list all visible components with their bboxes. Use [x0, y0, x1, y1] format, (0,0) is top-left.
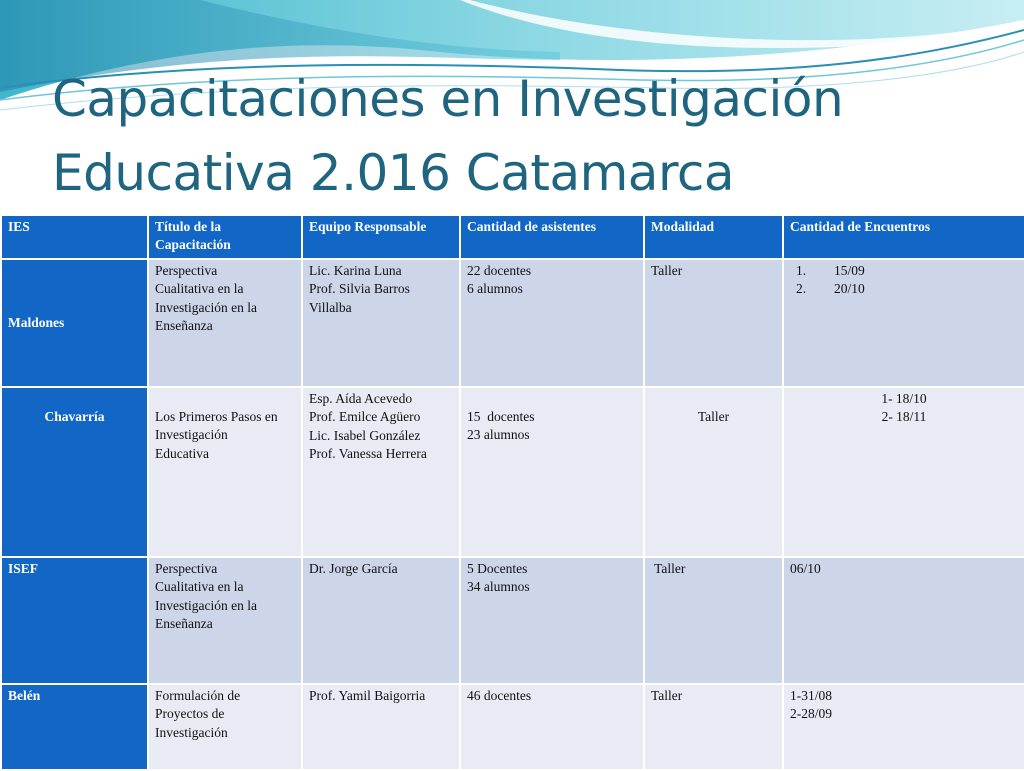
cell-modalidad: Taller — [644, 557, 783, 684]
cell-line: Lic. Isabel González — [309, 427, 421, 443]
cell-equipo — [302, 259, 460, 387]
list-item: 1- 18/10 — [881, 391, 927, 406]
header-titulo-line: Título de la — [155, 219, 222, 234]
cell-line: Proyectos de — [155, 706, 225, 722]
cell-line: Dr. Jorge García — [309, 561, 398, 576]
table-row — [1, 684, 1024, 770]
cell-titulo — [148, 387, 302, 557]
cell-line: Investigación en la — [155, 299, 257, 315]
cell-line: Formulación de — [155, 688, 241, 703]
table-row — [1, 557, 1024, 684]
cell-line: Perspectiva — [155, 561, 218, 576]
cell-line: Prof. Silvia Barros — [309, 281, 410, 297]
table-row — [1, 259, 1024, 387]
cell-line: Prof. Yamil Baigorria — [309, 688, 426, 703]
cell-line: 6 alumnos — [467, 281, 523, 297]
list-item: 1-31/08 — [790, 688, 832, 703]
list-item: 06/10 — [790, 561, 821, 576]
cell-line: Villalba — [309, 299, 352, 315]
cell-ies: ISEF — [1, 557, 148, 684]
header-encuentros: Cantidad de Encuentros — [783, 215, 1024, 259]
list-item: 1. 15/09 — [796, 263, 865, 278]
cell-titulo — [148, 557, 302, 684]
cell-modalidad: Taller — [644, 387, 783, 557]
cell-line: 22 docentes — [467, 263, 532, 278]
cell-modalidad: Taller — [644, 259, 783, 387]
page-title — [52, 62, 1012, 210]
header-cantidad: Cantidad de asistentes — [460, 215, 644, 259]
cell-encuentros — [783, 259, 1024, 387]
header-ies: IES — [1, 215, 148, 259]
title-line-2: Educativa 2.016 Catamarca — [52, 144, 735, 202]
title-line-1: Capacitaciones en Investigación — [52, 70, 844, 128]
cell-line: Esp. Aída Acevedo — [309, 391, 413, 406]
cell-line: Perspectiva — [155, 263, 218, 278]
list-item: 2-28/09 — [790, 706, 832, 722]
cell-cantidad — [460, 387, 644, 557]
header-equipo: Equipo Responsable — [302, 215, 460, 259]
cell-titulo — [148, 684, 302, 770]
cell-line: Prof. Vanessa Herrera — [309, 446, 427, 462]
cell-titulo — [148, 259, 302, 387]
cell-line: Lic. Karina Luna — [309, 263, 402, 278]
cell-line: Cualitativa en la — [155, 281, 244, 297]
cell-line: 23 alumnos — [467, 427, 530, 443]
cell-line: Los Primeros Pasos en — [155, 409, 278, 424]
cell-ies: Belén — [1, 684, 148, 770]
cell-line: Investigación en la — [155, 597, 257, 613]
cell-cantidad — [460, 259, 644, 387]
cell-line: Enseñanza — [155, 318, 213, 334]
cell-line: 15 docentes — [467, 409, 535, 424]
cell-modalidad: Taller — [644, 684, 783, 770]
header-titulo-line: Capacitación — [155, 237, 231, 253]
cell-equipo — [302, 557, 460, 684]
cell-equipo — [302, 684, 460, 770]
cell-line: Investigación — [155, 724, 228, 740]
cell-equipo — [302, 387, 460, 557]
cell-line: 5 Docentes — [467, 561, 528, 576]
header-titulo — [148, 215, 302, 259]
header-modalidad: Modalidad — [644, 215, 783, 259]
cell-line: Cualitativa en la — [155, 579, 244, 595]
cell-encuentros — [783, 684, 1024, 770]
table-header-row — [1, 215, 1024, 259]
cell-line: Enseñanza — [155, 616, 213, 632]
cell-ies: Maldones — [1, 259, 148, 387]
list-item: 2- 18/11 — [881, 409, 927, 425]
cell-line: 34 alumnos — [467, 579, 530, 595]
cell-cantidad — [460, 557, 644, 684]
table-row — [1, 387, 1024, 557]
cell-ies: Chavarría — [1, 387, 148, 557]
cell-encuentros — [783, 557, 1024, 684]
cell-encuentros — [783, 387, 1024, 557]
cell-line: 46 docentes — [467, 688, 532, 703]
capacitaciones-table — [0, 214, 1024, 771]
cell-line: Prof. Emilce Agüero — [309, 409, 421, 425]
cell-line: Investigación — [155, 427, 228, 443]
list-item: 2. 20/10 — [796, 281, 865, 297]
cell-cantidad — [460, 684, 644, 770]
cell-line: Educativa — [155, 445, 209, 461]
